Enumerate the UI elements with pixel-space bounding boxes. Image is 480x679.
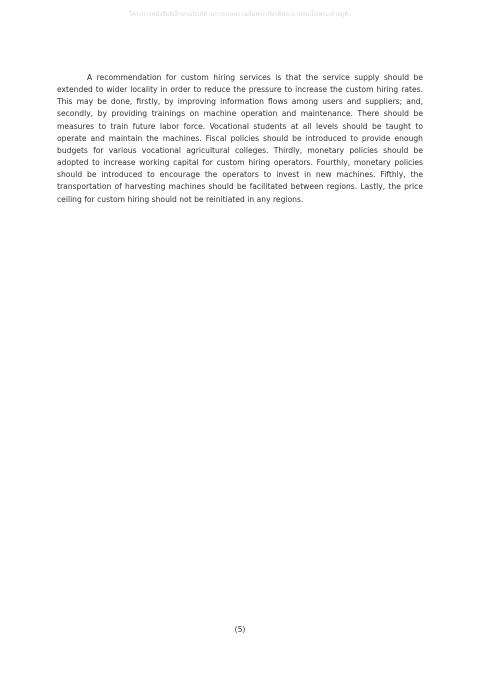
body-paragraph: A recommendation for custom hiring services is that the service supply should be extended to wider locality in order to reduce the pressure to increase the custom hiring rates. This may be done, firstly, by improving information flows among users and suppliers; and, secondly, by providing trainings on machine operation and maintenance. There should be measures to train future labor force. Vocational students at all levels should be taught to operate and maintain the machines. Fiscal policies should be introduced to provide enough budgets for various vocational agricultural colleges. Thirdly, monetary policies should be adopted to increase working capital for custom hiring operators. Fourthly, monetary policies should be introduced to encourage the operators to invest in new machines. Fifthly, the transportation of harvesting machines should be facilitated between regions. Lastly, the price ceiling for custom hiring should not be reinitiated in any regions. <box>57 73 423 204</box>
page-number: (5) <box>234 625 246 634</box>
watermark-header: โครงการหนังสืออิเล็กทรอนิกส์ด้านการเกษตร เฉลิมพระเกียรติพระบาทสมเด็จพระเจ้าอยู่หัว <box>128 12 352 18</box>
